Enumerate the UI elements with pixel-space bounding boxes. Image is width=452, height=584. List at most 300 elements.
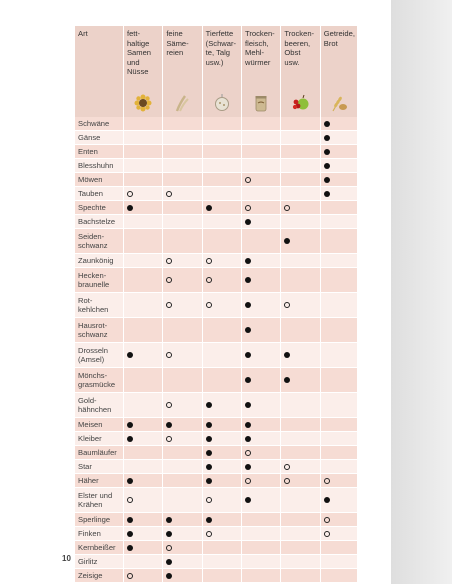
open-circle-mark	[245, 205, 251, 211]
filled-circle-mark	[324, 177, 330, 183]
filled-circle-mark	[324, 191, 330, 197]
food-cell	[242, 446, 280, 460]
table-row	[75, 293, 357, 318]
seed-ears-icon	[166, 94, 198, 112]
food-cell	[321, 555, 357, 569]
filled-circle-mark	[127, 545, 133, 551]
filled-circle-mark	[245, 327, 251, 333]
food-cell	[281, 446, 319, 460]
food-cell	[163, 393, 201, 418]
food-cell	[163, 541, 201, 555]
food-cell	[281, 318, 319, 343]
food-cell	[203, 173, 241, 187]
food-cell	[203, 293, 241, 318]
food-cell	[163, 460, 201, 474]
filled-circle-mark	[245, 497, 251, 503]
food-cell	[163, 474, 201, 488]
food-cell	[242, 488, 280, 513]
food-cell	[203, 343, 241, 368]
food-cell	[163, 446, 201, 460]
food-cell	[242, 254, 280, 268]
table-row	[75, 446, 357, 460]
bird-name: Gänse	[75, 131, 123, 145]
bird-name: Baumläufer	[75, 446, 123, 460]
food-cell	[203, 541, 241, 555]
food-cell	[242, 173, 280, 187]
food-cell	[242, 159, 280, 173]
table-body	[75, 117, 357, 583]
food-cell	[281, 474, 319, 488]
food-cell	[203, 201, 241, 215]
food-cell	[321, 145, 357, 159]
food-cell	[124, 446, 162, 460]
food-cell	[242, 418, 280, 432]
food-cell	[242, 432, 280, 446]
food-cell	[124, 229, 162, 254]
bird-name: Schwäne	[75, 117, 123, 131]
food-cell	[321, 215, 357, 229]
food-cell	[281, 393, 319, 418]
food-cell	[203, 460, 241, 474]
table-row	[75, 131, 357, 145]
bird-name: Bachstelze	[75, 215, 123, 229]
food-cell	[124, 393, 162, 418]
page-number: 10	[62, 554, 71, 563]
food-cell	[124, 474, 162, 488]
food-cell	[321, 159, 357, 173]
food-cell	[124, 173, 162, 187]
open-circle-mark	[284, 302, 290, 308]
food-cell	[242, 229, 280, 254]
food-cell	[281, 131, 319, 145]
grain-bread-icon	[324, 94, 354, 112]
filled-circle-mark	[127, 478, 133, 484]
bird-name: Hausrot- schwanz	[75, 318, 123, 343]
food-cell	[203, 432, 241, 446]
food-cell	[321, 446, 357, 460]
table-row	[75, 541, 357, 555]
food-cell	[281, 488, 319, 513]
filled-circle-mark	[284, 238, 290, 244]
food-cell	[281, 460, 319, 474]
table-row	[75, 393, 357, 418]
filled-circle-mark	[206, 450, 212, 456]
table-row	[75, 254, 357, 268]
food-cell	[124, 187, 162, 201]
food-cell	[321, 229, 357, 254]
food-cell	[163, 187, 201, 201]
food-cell	[163, 343, 201, 368]
food-cell	[163, 293, 201, 318]
food-cell	[163, 569, 201, 583]
food-cell	[281, 432, 319, 446]
filled-circle-mark	[245, 302, 251, 308]
filled-circle-mark	[284, 377, 290, 383]
food-cell	[203, 318, 241, 343]
table-row	[75, 318, 357, 343]
filled-circle-mark	[166, 559, 172, 565]
open-circle-mark	[166, 545, 172, 551]
bird-name: Kleiber	[75, 432, 123, 446]
food-cell	[321, 474, 357, 488]
food-cell	[124, 117, 162, 131]
food-cell	[321, 131, 357, 145]
food-cell	[242, 145, 280, 159]
table-row	[75, 187, 357, 201]
food-cell	[163, 254, 201, 268]
table-row	[75, 555, 357, 569]
food-cell	[124, 215, 162, 229]
food-species-table	[74, 26, 358, 583]
food-cell	[281, 215, 319, 229]
food-cell	[281, 268, 319, 293]
bird-name: Rot- kehlchen	[75, 293, 123, 318]
food-cell	[163, 513, 201, 527]
food-cell	[281, 368, 319, 393]
food-cell	[203, 131, 241, 145]
food-cell	[203, 393, 241, 418]
food-cell	[203, 569, 241, 583]
food-cell	[124, 293, 162, 318]
food-cell	[124, 460, 162, 474]
filled-circle-mark	[206, 422, 212, 428]
filled-circle-mark	[127, 352, 133, 358]
food-cell	[242, 117, 280, 131]
open-circle-mark	[166, 302, 172, 308]
bird-name: Girlitz	[75, 555, 123, 569]
open-circle-mark	[166, 436, 172, 442]
food-cell	[242, 569, 280, 583]
open-circle-mark	[324, 478, 330, 484]
sunflower-icon	[127, 94, 159, 112]
food-cell	[124, 488, 162, 513]
food-cell	[163, 117, 201, 131]
filled-circle-mark	[245, 436, 251, 442]
food-cell	[281, 145, 319, 159]
table-row	[75, 117, 357, 131]
filled-circle-mark	[324, 149, 330, 155]
filled-circle-mark	[206, 464, 212, 470]
bird-name: Blesshuhn	[75, 159, 123, 173]
open-circle-mark	[206, 277, 212, 283]
table-row	[75, 215, 357, 229]
open-circle-mark	[127, 497, 133, 503]
header-col-2: Tierfette (Schwar- te, Talg usw.)	[203, 26, 241, 88]
bird-name: Mönchs- grasmücke	[75, 368, 123, 393]
food-cell	[163, 268, 201, 293]
food-cell	[242, 201, 280, 215]
filled-circle-mark	[324, 163, 330, 169]
food-cell	[321, 432, 357, 446]
food-cell	[242, 555, 280, 569]
filled-circle-mark	[245, 422, 251, 428]
food-cell	[321, 318, 357, 343]
food-cell	[242, 393, 280, 418]
food-cell	[281, 229, 319, 254]
suet-ball-icon	[206, 94, 238, 112]
food-cell	[281, 555, 319, 569]
header-col-0: fett- haltige Samen und Nüsse	[124, 26, 162, 88]
open-circle-mark	[206, 302, 212, 308]
filled-circle-mark	[245, 377, 251, 383]
open-circle-mark	[206, 531, 212, 537]
bird-name: Kernbeißer	[75, 541, 123, 555]
food-cell	[203, 474, 241, 488]
open-circle-mark	[206, 258, 212, 264]
food-cell	[203, 513, 241, 527]
food-cell	[321, 393, 357, 418]
food-cell	[281, 173, 319, 187]
bird-name: Sperlinge	[75, 513, 123, 527]
table-row	[75, 343, 357, 368]
bird-name: Meisen	[75, 418, 123, 432]
bird-name: Möwen	[75, 173, 123, 187]
food-cell	[321, 201, 357, 215]
food-cell	[163, 145, 201, 159]
food-cell	[124, 368, 162, 393]
filled-circle-mark	[284, 352, 290, 358]
table-row	[75, 513, 357, 527]
open-circle-mark	[245, 450, 251, 456]
food-cell	[281, 569, 319, 583]
bird-name: Enten	[75, 145, 123, 159]
food-cell	[242, 318, 280, 343]
filled-circle-mark	[127, 436, 133, 442]
food-cell	[281, 254, 319, 268]
filled-circle-mark	[206, 436, 212, 442]
filled-circle-mark	[166, 422, 172, 428]
food-cell	[124, 268, 162, 293]
table-row	[75, 474, 357, 488]
food-cell	[124, 145, 162, 159]
open-circle-mark	[127, 573, 133, 579]
open-circle-mark	[166, 191, 172, 197]
open-circle-mark	[284, 205, 290, 211]
food-cell	[321, 460, 357, 474]
food-cell	[242, 215, 280, 229]
food-cell	[321, 343, 357, 368]
food-cell	[242, 293, 280, 318]
food-cell	[242, 131, 280, 145]
open-circle-mark	[245, 478, 251, 484]
food-cell	[281, 293, 319, 318]
table-row	[75, 418, 357, 432]
food-cell	[321, 513, 357, 527]
open-circle-mark	[324, 517, 330, 523]
open-circle-mark	[166, 352, 172, 358]
food-cell	[163, 229, 201, 254]
food-cell	[163, 201, 201, 215]
food-cell	[281, 418, 319, 432]
food-cell	[281, 159, 319, 173]
food-cell	[203, 117, 241, 131]
header-art: Art	[75, 26, 123, 117]
open-circle-mark	[206, 497, 212, 503]
table-row	[75, 159, 357, 173]
table-row	[75, 432, 357, 446]
food-cell	[203, 555, 241, 569]
food-cell	[281, 541, 319, 555]
open-circle-mark	[166, 402, 172, 408]
bird-name: Star	[75, 460, 123, 474]
food-cell	[124, 159, 162, 173]
food-cell	[281, 343, 319, 368]
header-col-3: Trocken- fleisch, Mehl- würmer	[242, 26, 280, 88]
filled-circle-mark	[127, 517, 133, 523]
filled-circle-mark	[245, 219, 251, 225]
bird-name: Finken	[75, 527, 123, 541]
food-cell	[124, 254, 162, 268]
food-cell	[321, 527, 357, 541]
bird-name: Zeisige	[75, 569, 123, 583]
food-cell	[163, 159, 201, 173]
food-cell	[203, 527, 241, 541]
food-cell	[203, 446, 241, 460]
food-cell	[321, 117, 357, 131]
food-cell	[124, 541, 162, 555]
food-cell	[124, 201, 162, 215]
page-edge-shadow	[391, 0, 452, 584]
food-cell	[163, 215, 201, 229]
food-cell	[321, 368, 357, 393]
food-cell	[242, 460, 280, 474]
bird-name: Gold- hähnchen	[75, 393, 123, 418]
bird-name: Tauben	[75, 187, 123, 201]
table-row	[75, 145, 357, 159]
food-cell	[203, 187, 241, 201]
filled-circle-mark	[324, 497, 330, 503]
food-cell	[203, 254, 241, 268]
table-row	[75, 460, 357, 474]
filled-circle-mark	[245, 352, 251, 358]
food-cell	[281, 187, 319, 201]
food-cell	[242, 541, 280, 555]
header-col-4: Trocken- beeren, Obst usw.	[281, 26, 319, 88]
food-cell	[203, 488, 241, 513]
food-cell	[203, 229, 241, 254]
food-cell	[203, 215, 241, 229]
food-cell	[124, 432, 162, 446]
mealworm-jar-icon	[245, 94, 277, 112]
filled-circle-mark	[324, 121, 330, 127]
food-cell	[242, 513, 280, 527]
open-circle-mark	[245, 177, 251, 183]
table-row	[75, 268, 357, 293]
filled-circle-mark	[245, 277, 251, 283]
food-cell	[281, 201, 319, 215]
food-cell	[163, 318, 201, 343]
header-col-1: feine Säme- reien	[163, 26, 201, 88]
food-cell	[242, 187, 280, 201]
food-cell	[124, 527, 162, 541]
food-cell	[321, 187, 357, 201]
bird-name: Spechte	[75, 201, 123, 215]
food-cell	[124, 569, 162, 583]
table-row	[75, 173, 357, 187]
table-row	[75, 368, 357, 393]
food-cell	[124, 318, 162, 343]
bird-name: Hecken- braunelle	[75, 268, 123, 293]
header-row	[75, 26, 357, 88]
table-row	[75, 569, 357, 583]
filled-circle-mark	[166, 517, 172, 523]
food-cell	[203, 268, 241, 293]
food-cell	[321, 254, 357, 268]
food-cell	[242, 527, 280, 541]
food-cell	[203, 418, 241, 432]
bird-name: Drosseln (Amsel)	[75, 343, 123, 368]
open-circle-mark	[166, 258, 172, 264]
food-cell	[163, 368, 201, 393]
food-cell	[203, 145, 241, 159]
open-circle-mark	[284, 464, 290, 470]
food-cell	[124, 555, 162, 569]
food-cell	[321, 173, 357, 187]
food-cell	[203, 159, 241, 173]
open-circle-mark	[127, 191, 133, 197]
food-cell	[124, 513, 162, 527]
food-cell	[163, 173, 201, 187]
food-cell	[124, 131, 162, 145]
food-cell	[281, 117, 319, 131]
filled-circle-mark	[245, 464, 251, 470]
food-cell	[242, 343, 280, 368]
food-cell	[321, 293, 357, 318]
open-circle-mark	[166, 277, 172, 283]
food-cell	[321, 569, 357, 583]
food-cell	[242, 474, 280, 488]
food-cell	[124, 418, 162, 432]
food-cell	[124, 343, 162, 368]
bird-name: Seiden- schwanz	[75, 229, 123, 254]
header-col-5: Getreide, Brot	[321, 26, 357, 88]
food-cell	[321, 541, 357, 555]
filled-circle-mark	[127, 205, 133, 211]
food-cell	[163, 555, 201, 569]
filled-circle-mark	[166, 531, 172, 537]
food-cell	[163, 488, 201, 513]
food-cell	[321, 418, 357, 432]
table-row	[75, 229, 357, 254]
food-cell	[321, 268, 357, 293]
food-cell	[163, 527, 201, 541]
food-cell	[281, 513, 319, 527]
open-circle-mark	[324, 531, 330, 537]
bird-name: Elster und Krähen	[75, 488, 123, 513]
food-cell	[163, 418, 201, 432]
food-cell	[321, 488, 357, 513]
filled-circle-mark	[245, 258, 251, 264]
filled-circle-mark	[127, 422, 133, 428]
bird-name: Häher	[75, 474, 123, 488]
food-cell	[163, 131, 201, 145]
filled-circle-mark	[206, 205, 212, 211]
filled-circle-mark	[206, 517, 212, 523]
table-row	[75, 527, 357, 541]
food-cell	[242, 268, 280, 293]
food-cell	[242, 368, 280, 393]
table-row	[75, 201, 357, 215]
filled-circle-mark	[127, 531, 133, 537]
filled-circle-mark	[206, 402, 212, 408]
table-row	[75, 488, 357, 513]
bird-name: Zaunkönig	[75, 254, 123, 268]
food-cell	[203, 368, 241, 393]
filled-circle-mark	[245, 402, 251, 408]
filled-circle-mark	[166, 573, 172, 579]
food-cell	[163, 432, 201, 446]
filled-circle-mark	[206, 478, 212, 484]
